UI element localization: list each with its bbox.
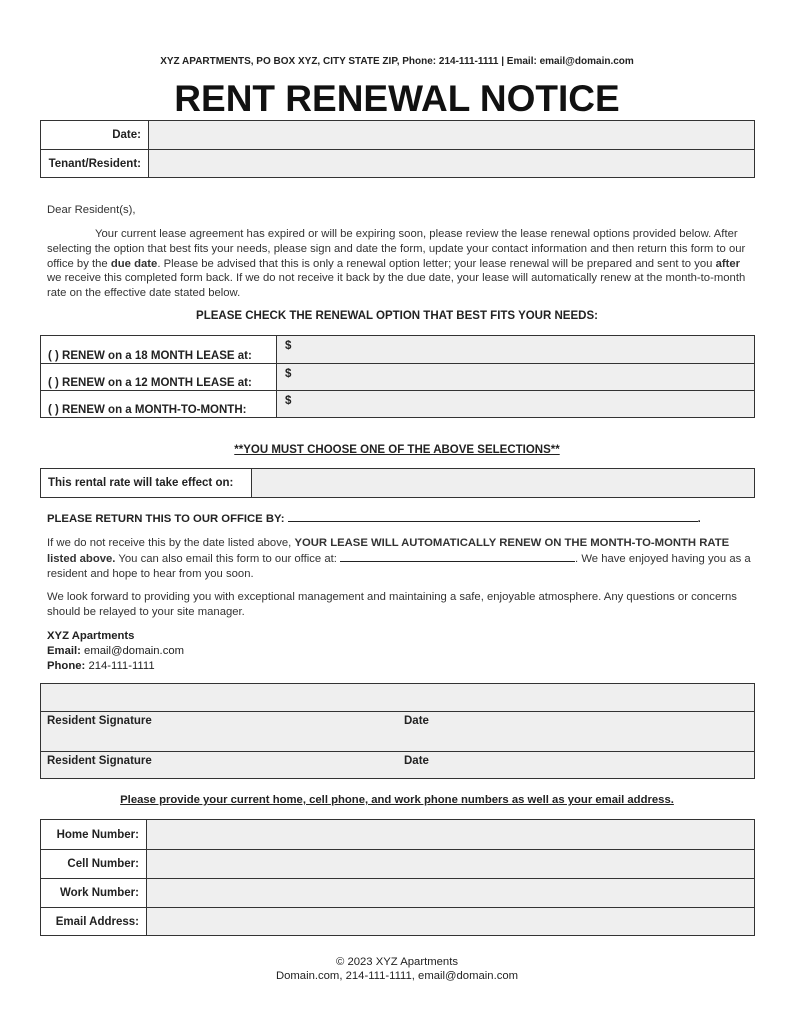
sender-block: [47, 629, 752, 673]
cell-number-field[interactable]: [146, 850, 754, 878]
option-18-month-rate[interactable]: $: [277, 336, 754, 363]
email-address-label: Email Address:: [41, 908, 146, 935]
signature-row[interactable]: [41, 751, 754, 778]
greeting: Dear Resident(s),: [47, 204, 136, 216]
date-label: Date:: [41, 121, 149, 149]
top-fields-table: [40, 120, 755, 178]
intro-paragraph: [47, 227, 752, 301]
auto-renew-paragraph: [47, 536, 752, 581]
return-by-blank[interactable]: [288, 511, 698, 522]
after-emphasis: after: [715, 257, 741, 270]
signature-blank-row[interactable]: [41, 684, 754, 711]
footer-copyright: © 2023 XYZ Apartments: [336, 956, 458, 968]
tenant-label: Tenant/Resident:: [41, 150, 149, 177]
footer-contact: Domain.com, 214-111-1111, email@domain.com: [275, 970, 519, 982]
work-number-field[interactable]: [146, 879, 754, 907]
must-choose-notice: **YOU MUST CHOOSE ONE OF THE ABOVE SELECTIONS**: [234, 444, 560, 456]
effective-date-table: [40, 468, 755, 498]
sender-name: XYZ Apartments: [47, 630, 135, 642]
sender-email: email@domain.com: [84, 644, 185, 657]
contact-heading: Please provide your current home, cell phone, and work phone numbers as well as your email address.: [120, 794, 674, 806]
auto-text: . We have enjoyed having you as a resident and hope to hear from you soon.: [47, 552, 751, 580]
effective-date-field[interactable]: [252, 469, 754, 497]
auto-text: You can also email this form to our office at:: [115, 552, 341, 565]
option-12-month-rate[interactable]: $: [277, 364, 754, 390]
signature-table: [40, 683, 755, 779]
signature-label: Resident Signature: [47, 755, 152, 767]
date-field[interactable]: [149, 121, 754, 149]
due-date-emphasis: due date: [110, 257, 158, 270]
effective-date-label: This rental rate will take effect on:: [41, 469, 252, 497]
signature-date-label: Date: [404, 715, 429, 727]
contact-table: [40, 819, 755, 936]
sender-phone: 214-111-1111: [88, 659, 155, 672]
signature-label: Resident Signature: [47, 715, 152, 727]
tenant-field[interactable]: [149, 150, 754, 177]
return-by-line: PLEASE RETURN THIS TO OUR OFFICE BY: .: [47, 513, 701, 525]
intro-text: Your current lease agreement has expired or will be expiring soon, please review the lease renewal options provided below. After selecting the option that best fits your needs, please sign and date the form, update your contact information and then return this form to our office by the: [47, 228, 746, 270]
closing-paragraph: We look forward to providing you with exceptional management and maintaining a safe, enjoyable atmosphere. Any questions or concerns should be relayed to your site manager.: [47, 591, 737, 618]
cell-number-label: Cell Number:: [41, 850, 146, 878]
option-12-month[interactable]: ( ) RENEW on a 12 MONTH LEASE at:: [41, 364, 277, 390]
auto-text: If we do not receive this by the date listed above,: [47, 537, 295, 549]
header-contact: XYZ APARTMENTS, PO BOX XYZ, CITY STATE ZIP, Phone: 214-111-1111 | Email: email@domain.com: [160, 56, 634, 67]
home-number-field[interactable]: [146, 820, 754, 849]
signature-row[interactable]: [41, 711, 754, 751]
footer: [0, 955, 794, 983]
auto-renew-emphasis: YOUR LEASE WILL AUTOMATICALLY RENEW ON THE MONTH-TO-MONTH RATE listed above.: [47, 537, 730, 565]
phone-label: Phone:: [47, 659, 86, 672]
option-18-month[interactable]: ( ) RENEW on a 18 MONTH LEASE at:: [41, 336, 277, 363]
intro-text: we receive this completed form back. If we do not receive it back by the due date, your lease will automatically renew at the month-to-month rate on the effective date stated below.: [47, 272, 746, 300]
office-email-blank[interactable]: [340, 551, 575, 562]
renewal-options-table: [40, 335, 755, 418]
intro-text: . Please be advised that this is only a renewal option letter; your lease renewal will be prepared and sent to you: [157, 257, 716, 270]
page-title: RENT RENEWAL NOTICE: [174, 78, 620, 119]
option-month-to-month-rate[interactable]: $: [277, 391, 754, 417]
work-number-label: Work Number:: [41, 879, 146, 907]
home-number-label: Home Number:: [41, 820, 146, 849]
options-heading: PLEASE CHECK THE RENEWAL OPTION THAT BEST FITS YOUR NEEDS:: [196, 310, 598, 322]
signature-date-label: Date: [404, 755, 429, 767]
email-label: Email:: [47, 644, 81, 657]
return-by-label: PLEASE RETURN THIS TO OUR OFFICE BY:: [47, 513, 285, 525]
option-month-to-month[interactable]: ( ) RENEW on a MONTH-TO-MONTH:: [41, 391, 277, 417]
email-address-field[interactable]: [146, 908, 754, 935]
